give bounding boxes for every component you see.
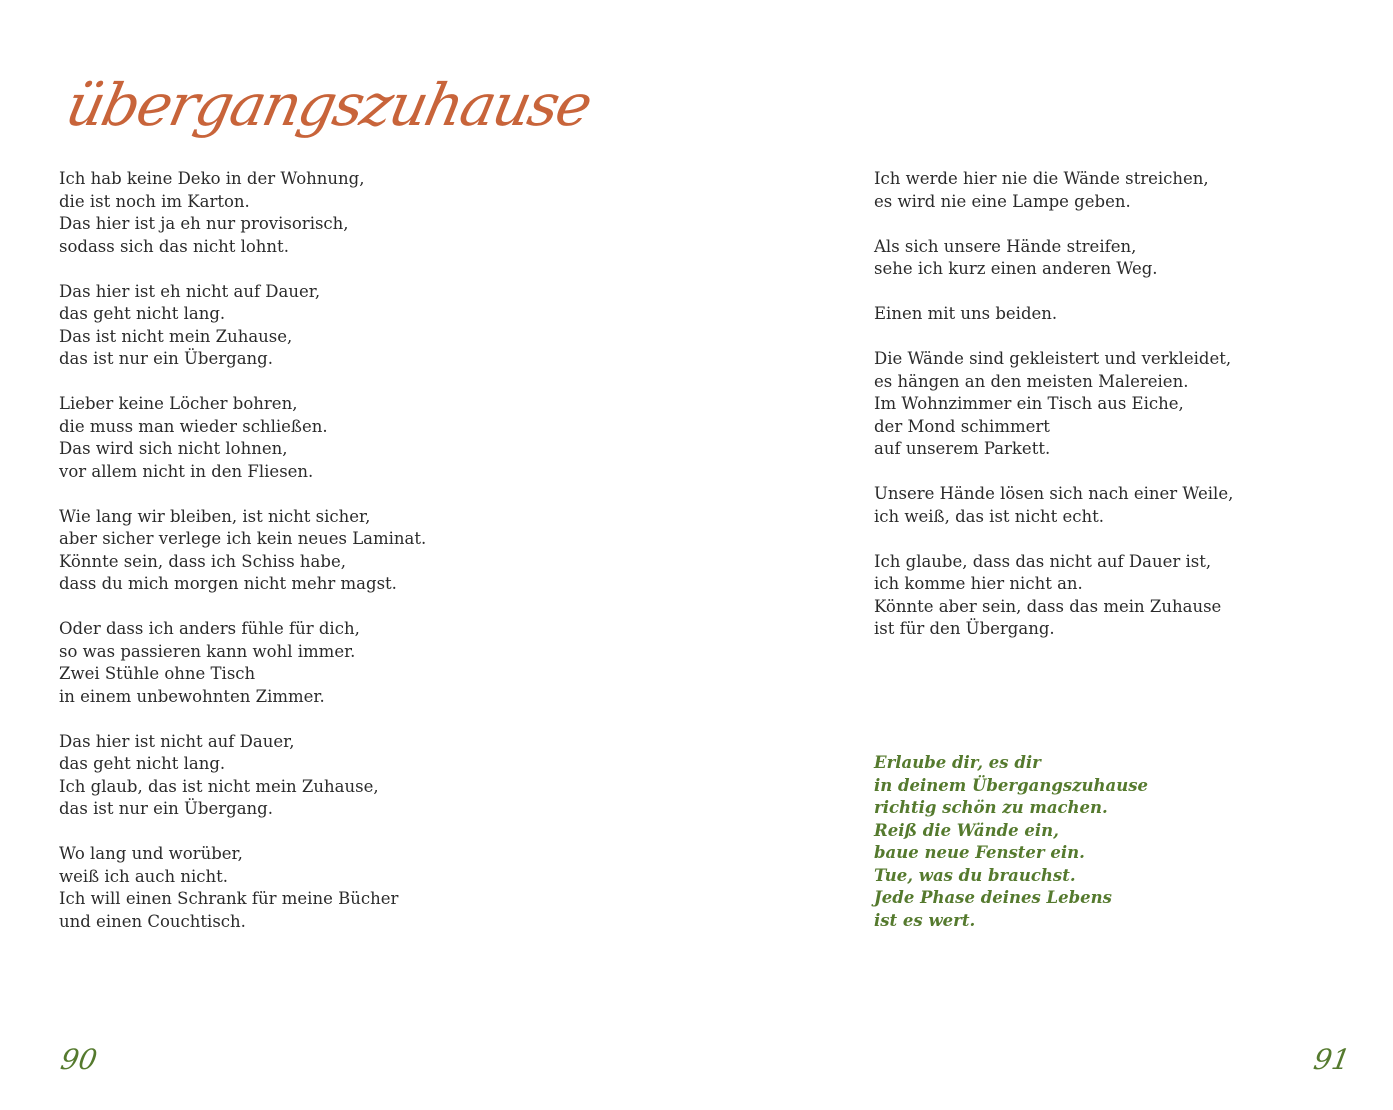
poem-line: Das ist nicht mein Zuhause, <box>59 326 293 346</box>
poem-line: Könnte aber sein, dass das mein Zuhause <box>874 596 1222 616</box>
poem-line: Wo lang und worüber, <box>59 844 243 863</box>
poem-line: sehe ich kurz einen anderen Weg. <box>874 259 1158 278</box>
right-poem-column <box>874 168 1393 663</box>
poem-line: Wie lang wir bleiben, ist nicht sicher, <box>59 506 371 526</box>
note-line: Jede Phase deines Lebens <box>874 888 1112 907</box>
poem-line: Das hier ist eh nicht auf Dauer, <box>59 281 321 301</box>
poem-line: das geht nicht lang. <box>59 304 226 323</box>
poem-line: aber sicher verlege ich kein neues Laminat. <box>59 529 427 548</box>
poem-line: so was passieren kann wohl immer. <box>59 641 356 661</box>
poem-line: Unsere Hände lösen sich nach einer Weile, <box>874 484 1234 503</box>
poem-line: Ich glaub, das ist nicht mein Zuhause, <box>59 776 379 796</box>
poem-line: Zwei Stühle ohne Tisch <box>59 664 256 683</box>
left-poem-column <box>59 168 579 956</box>
page-number-left: 90 <box>58 1043 100 1076</box>
note-line: baue neue Fenster ein. <box>874 843 1085 862</box>
poem-line: das ist nur ein Übergang. <box>59 799 273 818</box>
poem-line: das ist nur ein Übergang. <box>59 349 273 368</box>
poem-line: Könnte sein, dass ich Schiss habe, <box>59 551 346 571</box>
poem-line: Lieber keine Löcher bohren, <box>59 394 298 413</box>
note-line: in deinem Übergangszuhause <box>874 775 1149 795</box>
poem-line: ist für den Übergang. <box>874 619 1055 638</box>
stanza <box>59 731 579 821</box>
stanza <box>874 236 1393 281</box>
note-line: Reiß die Wände ein, <box>874 820 1059 840</box>
poem-line: Das hier ist ja eh nur provisorisch, <box>59 214 349 233</box>
note-line: Tue, was du brauchst. <box>874 865 1076 885</box>
poem-line: Ich will einen Schrank für meine Bücher <box>59 889 399 908</box>
note-line: richtig schön zu machen. <box>874 798 1108 817</box>
poem-line: ich komme hier nicht an. <box>874 574 1083 593</box>
stanza <box>59 618 579 708</box>
stanza <box>874 348 1393 461</box>
poem-line: Einen mit uns beiden. <box>874 304 1058 323</box>
stanza <box>59 168 579 258</box>
poem-line: die muss man wieder schließen. <box>59 416 328 436</box>
poem-line: Die Wände sind gekleistert und verkleidet, <box>874 349 1232 368</box>
poem-title: übergangszuhause <box>60 71 597 139</box>
stanza <box>874 483 1393 528</box>
stanza <box>59 506 579 596</box>
note-line: ist es wert. <box>874 910 976 930</box>
poem-line: es hängen an den meisten Malereien. <box>874 371 1189 391</box>
poem-line: der Mond schimmert <box>874 416 1050 436</box>
note-line: Erlaube dir, es dir <box>874 753 1041 772</box>
poem-line: Im Wohnzimmer ein Tisch aus Eiche, <box>874 394 1184 413</box>
poem-line: in einem unbewohnten Zimmer. <box>59 686 325 706</box>
poem-line: vor allem nicht in den Fliesen. <box>59 461 314 481</box>
poem-line: sodass sich das nicht lohnt. <box>59 236 289 256</box>
poem-line: weiß ich auch nicht. <box>59 866 229 886</box>
stanza <box>59 281 579 371</box>
poem-line: Das hier ist nicht auf Dauer, <box>59 731 295 751</box>
stanza <box>874 551 1393 641</box>
poem-line: Ich glaube, dass das nicht auf Dauer ist, <box>874 551 1212 571</box>
stanza <box>59 393 579 483</box>
page-number-right: 91 <box>1311 1043 1353 1076</box>
stanza <box>874 168 1393 213</box>
poem-line: Oder dass ich anders fühle für dich, <box>59 619 360 638</box>
poem-line: auf unserem Parkett. <box>874 439 1051 458</box>
stanza <box>59 843 579 933</box>
poem-line: die ist noch im Karton. <box>59 191 250 211</box>
poem-line: Als sich unsere Hände streifen, <box>874 236 1137 256</box>
stanza <box>874 303 1393 326</box>
poem-line: Das wird sich nicht lohnen, <box>59 439 288 458</box>
poem-line: und einen Couchtisch. <box>59 911 246 931</box>
poem-line: ich weiß, das ist nicht echt. <box>874 506 1104 526</box>
poem-line: Ich werde hier nie die Wände streichen, <box>874 169 1209 188</box>
poem-line: es wird nie eine Lampe geben. <box>874 191 1131 211</box>
poem-line: das geht nicht lang. <box>59 754 226 773</box>
affirmation-note <box>874 752 1294 932</box>
poem-line: dass du mich morgen nicht mehr magst. <box>59 574 397 593</box>
poem-line: Ich hab keine Deko in der Wohnung, <box>59 169 365 188</box>
